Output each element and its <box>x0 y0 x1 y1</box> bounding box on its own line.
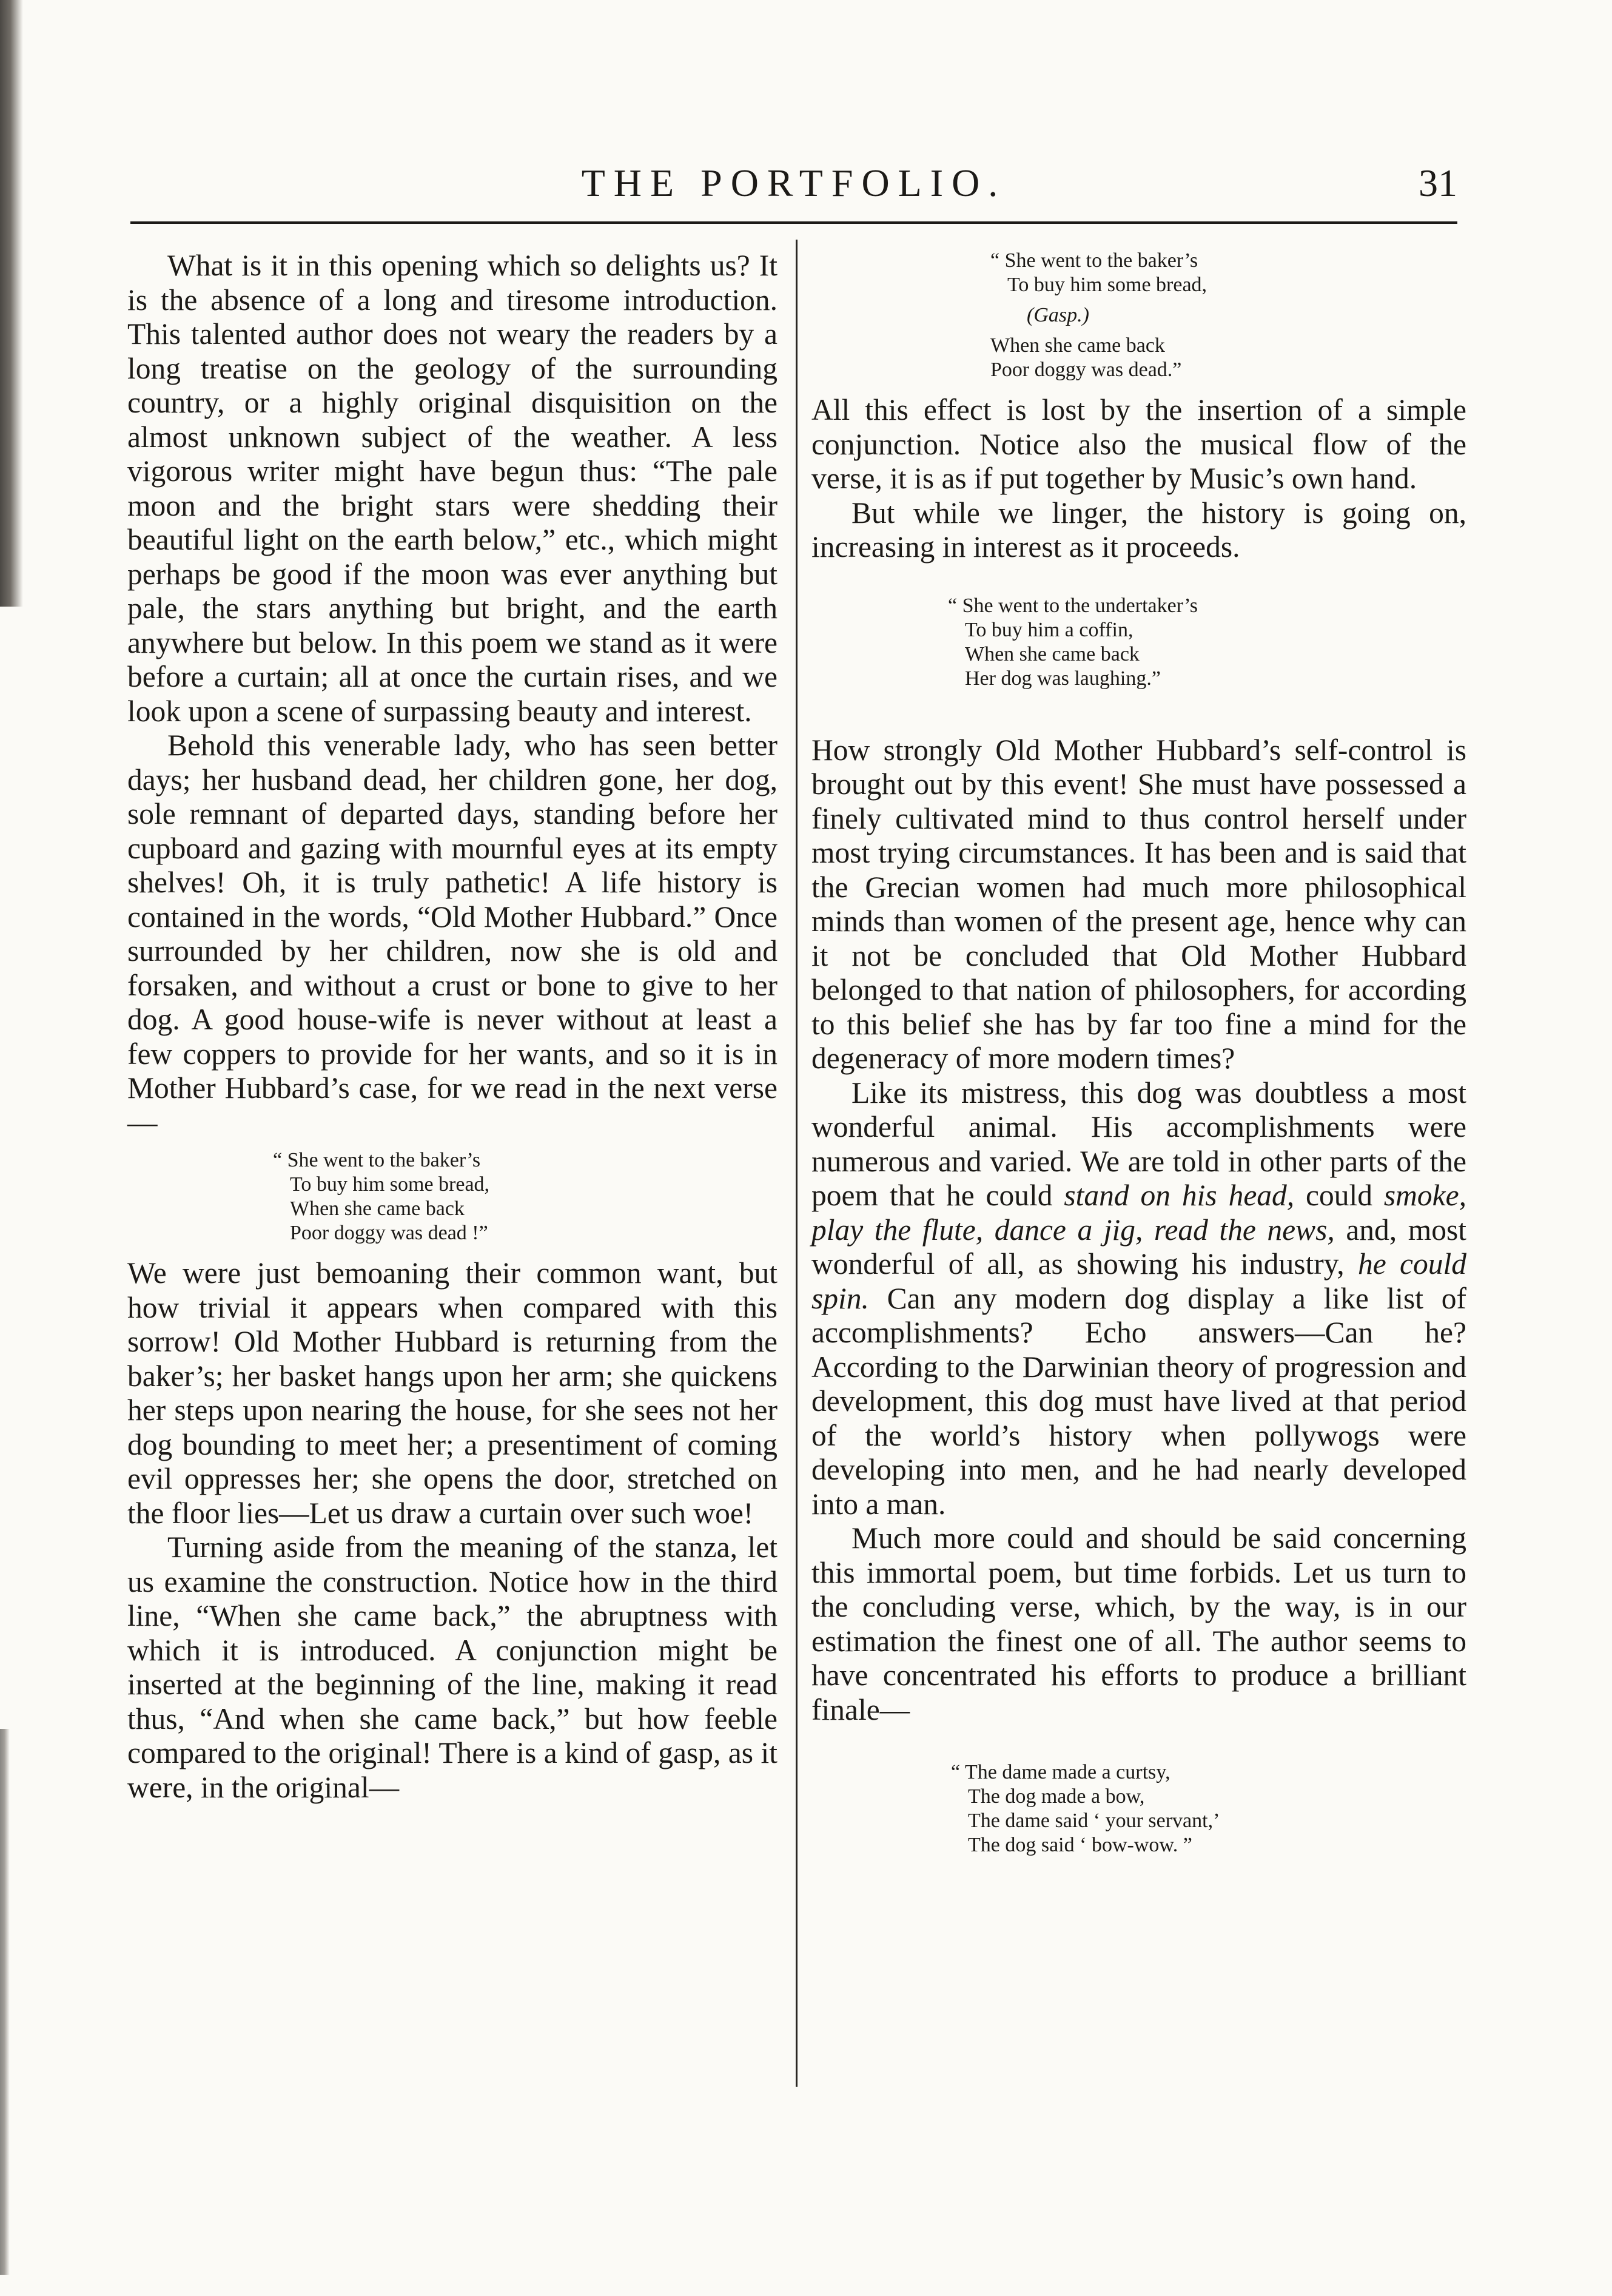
verse-line: Her dog was laughing.” <box>965 667 1161 690</box>
paragraph-self-control: How strongly Old Mother Hubbard’s self-control is brought out by this event! She must have possessed a finely cultivated mind to thus control herself under most trying circumstances. It has been and is said that the Grecian women had much more philosophical minds than women of the present age, hence why can it not be concluded that Old Mother Hubbard belonged to that nation of philosophers, for according to this belief she has by far too fine a mind for the degeneracy of more modern times? <box>811 733 1466 1075</box>
verse-undertaker <box>948 594 1466 691</box>
column-divider <box>796 240 798 2087</box>
verse-line: “ She went to the undertaker’s <box>948 594 1198 617</box>
page-number: 31 <box>1419 161 1457 204</box>
text-run: could <box>1294 1179 1384 1212</box>
verse-line: To buy him some bread, <box>290 1173 490 1196</box>
header-rule <box>130 221 1457 224</box>
paragraph-opening-analysis: What is it in this opening which so delights us? It is the absence of a long and tiresome introduction. This talented author does not weary the readers by a long treatise on the geology of the surrounding country, or a highly original disquisition on the almost unknown subject of the weather. A less vigorous writer might have begun thus: “The pale moon and the bright stars were shedding their beautiful light on the earth below,” etc., which might perhaps be good if the moon was ever anything but pale, the stars anything but bright, and the earth anywhere but below. In this poem we stand as it were before a curtain; all at once the curtain rises, and we look upon a scene of surpassing beauty and interest. <box>127 249 777 728</box>
verse-line: The dame said ‘ your servant,’ <box>968 1810 1220 1832</box>
paragraph-venerable-lady: Behold this venerable lady, who has seen better days; her husband dead, her children gone, her dog, sole remnant of departed days, standing before her cupboard and gazing with mournful eyes at its empty shelves! Oh, it is truly pathetic! A life history is contained in the words, “Old Mother Hubbard.” Once surrounded by her children, now she is old and forsaken, and without a crust or bone to give to her dog. A good house-wife is never without at least a few coppers to provide for her wants, and so it is in Mother Hubbard’s case, for we read in the next verse— <box>127 729 777 1139</box>
running-title: THE PORTFOLIO. <box>581 161 1007 204</box>
page-binding-edge <box>0 0 23 607</box>
verse-baker-gasp <box>990 249 1466 382</box>
paragraph-finale: Much more could and should be said concerning this immortal poem, but time forbids. Let us turn to the concluding verse, which, by the way, is in our estimation the finest one of all. The author seems to have concentrated his efforts to produce a brilliant finale— <box>811 1521 1466 1726</box>
paragraph-construction: Turning aside from the meaning of the stanza, let us examine the construction. Notice how in the third line, “When she came back,” the abruptness with which it is introduced. A conjunction might be inserted at the beginning of the line, making it read thus, “And when she came back,” but how feeble compared to the original! There is a kind of gasp, as it were, in the original— <box>127 1530 777 1804</box>
verse-line: “ She went to the baker’s <box>990 249 1198 272</box>
verse-line: To buy him a coffin, <box>965 618 1133 641</box>
page-binding-edge-lower <box>0 1729 10 2275</box>
page-header <box>130 155 1457 227</box>
paragraph-effect-lost: All this effect is lost by the insertion of a simple conjunction. Notice also the musical flow of the verse, it is as if put together by Music’s own hand. <box>811 393 1466 495</box>
verse-line: Poor doggy was dead.” <box>990 359 1182 381</box>
verse-line: “ She went to the baker’s <box>273 1149 481 1171</box>
emphasis-text: stand on his head, <box>1064 1179 1295 1212</box>
emphasis-text: he could spin. <box>811 1247 1467 1315</box>
text-run: and, most wonderful of all, as showing his industry, <box>811 1213 1466 1281</box>
text-run: Like its mistress, this dog was doubtless a most wonderful animal. His accomplishments were numerous and varied. We are told in other parts of the poem that he could <box>811 1076 1466 1212</box>
left-column <box>127 249 777 1805</box>
emphasis-text: smoke, play the flute, dance a jig, read the news, <box>811 1179 1466 1247</box>
paragraph-common-want: We were just bemoaning their common want, but how trivial it appears when compared with this sorrow! Old Mother Hubbard is returning from the baker’s; her basket hangs upon her arm; she quickens her steps upon nearing the house, for she sees not her dog bounding to meet her; a presentiment of coming evil oppresses her; she opens the door, stretched on the floor lies—Let us draw a curtain over such woe! <box>127 1256 777 1530</box>
verse-line: “ The dame made a curtsy, <box>951 1761 1170 1783</box>
verse-line: When she came back <box>290 1197 465 1220</box>
paragraph-history-going-on: But while we linger, the history is going on, increasing in interest as it proceeds. <box>811 496 1466 564</box>
verse-line: The dog said ‘ bow-wow. ” <box>968 1834 1192 1856</box>
verse-line: The dog made a bow, <box>968 1785 1145 1808</box>
verse-baker-1 <box>273 1148 777 1245</box>
paragraph-wonderful-dog <box>811 1076 1466 1522</box>
right-column <box>811 249 1466 1868</box>
verse-gasp: (Gasp.) <box>1027 304 1089 326</box>
verse-line: When she came back <box>965 642 1140 665</box>
verse-line: To buy him some bread, <box>1007 274 1207 296</box>
verse-curtsy <box>951 1760 1466 1857</box>
verse-line: Poor doggy was dead !” <box>290 1222 488 1244</box>
verse-line: When she came back <box>990 334 1165 357</box>
text-run: Can any modern dog display a like list of accomplishments? Echo answers—Can he? According to the Darwinian theory of progression and development, this dog must have lived at that period of the world’s history when pollywogs were developing into men, and he had nearly developed into a man. <box>811 1281 1466 1521</box>
